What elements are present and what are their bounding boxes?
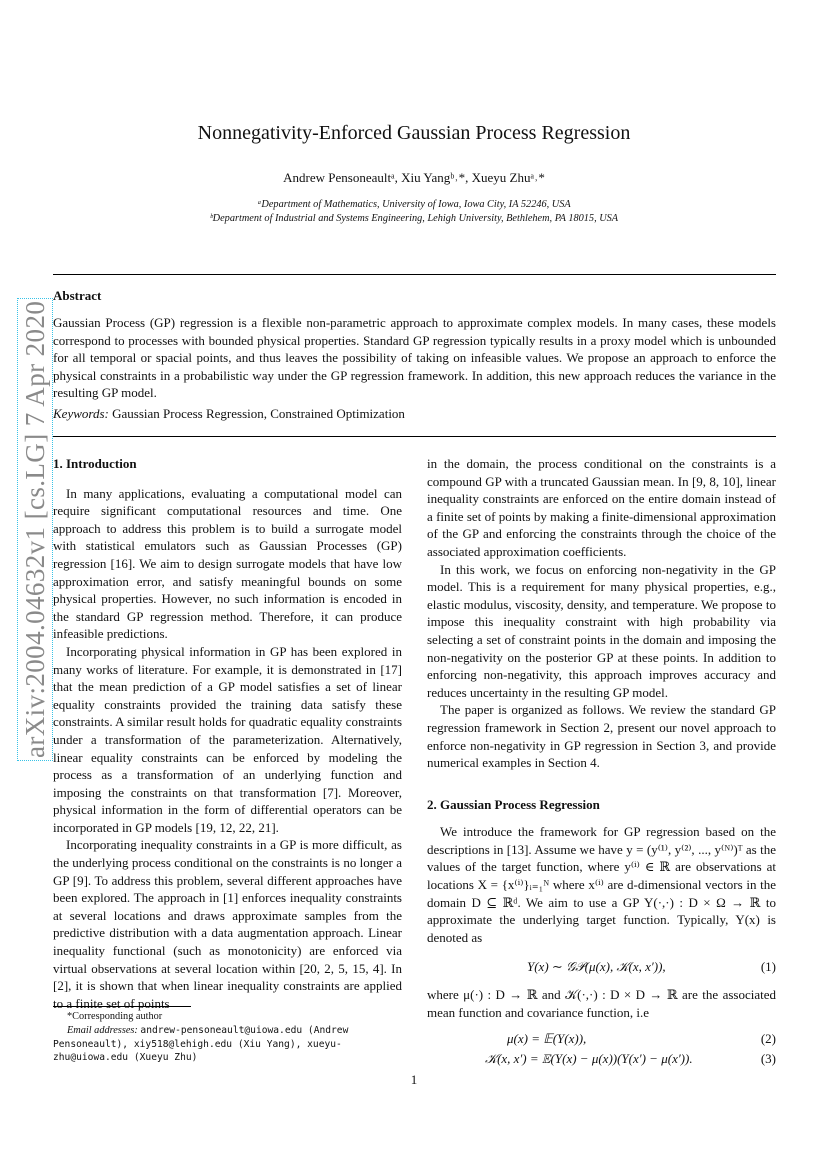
equation-2-body: μ(x) = 𝔼(Y(x)), [507, 1030, 587, 1046]
affiliation-b: ᵇDepartment of Industrial and Systems Engineering, Lehigh University, Bethlehem, PA 18015, USA [209, 213, 619, 224]
equation-1-body: Y(x) ∼ 𝒢𝒫(μ(x), 𝒦(x, x′)), [527, 959, 666, 975]
paper-title: Nonnegativity-Enforced Gaussian Process Regression [197, 122, 631, 144]
intro-paragraph-2: Incorporating physical information in GP has been explored in many works of literature. For example, it is demonstrated in [17] that the mean prediction of a GP model satisfies a set of linear equality constraints provided the training data satisfy these constraints. A similar result holds for quadratic equality constraints under a transformation of the parameterization. Alternatively, linear equality constraints can be enforced by modeling the process as a transformation of an underlying function and imposing the constraints on that transformation [7]. Moreover, physical information in the form of differential operators can be incorporated in GP models [19, 12, 22, 21]. [53, 643, 402, 835]
right-column [427, 455, 776, 1068]
intro-paragraph-4: in the domain, the process conditional on the constraints is a compound GP with a truncated Gaussian mean. In [9, 8, 10], linear inequality constraints are enforced on the entire domain instead of a finite set of points by making a finite-dimensional approximation of the GP and enforcing the constraints through the choice of the associated approximation coefficients. [427, 456, 776, 559]
footnote-corresponding: *Corresponding author [67, 1011, 163, 1022]
intro-paragraph-6: The paper is organized as follows. We review the standard GP regression framework in Section 2, present our novel approach to enforce non-negativity in GP regression in Section 3, and provide numerical examples in Section 4. [427, 702, 776, 771]
gp-paragraph-1: We introduce the framework for GP regression based on the descriptions in [13]. Assume we have y = (y⁽¹⁾, y⁽²⁾, ..., y⁽ᴺ⁾)ᵀ as the values of the target function, where y⁽ⁱ⁾ ∈ ℝ are observations at locations X = {x⁽ⁱ⁾}ᵢ₌₁ᴺ where x⁽ⁱ⁾ are d-dimensional vectors in the domain D ⊆ ℝᵈ. We aim to use a GP Y(·,·) : D × Ω → ℝ to approximate the underlying target function. Typically, Y(x) is denoted as [427, 824, 776, 945]
section-2-heading: 2. Gaussian Process Regression [427, 796, 600, 812]
email-label: Email addresses: [67, 1025, 138, 1036]
footnote-emails [53, 1024, 403, 1065]
equation-2 [427, 1028, 776, 1048]
keywords-text: Gaussian Process Regression, Constrained Optimization [112, 406, 405, 421]
affiliation-a: ᵃDepartment of Mathematics, University of Iowa, Iowa City, IA 52246, USA [257, 199, 571, 210]
abstract-heading: Abstract [53, 288, 102, 303]
email-list: andrew-pensoneault@uiowa.edu (Andrew Pensoneault), xiy518@lehigh.edu (Xiu Yang), xueyu-zhu@uiowa.edu (Xueyu Zhu) [53, 1025, 349, 1064]
equation-3 [427, 1048, 776, 1068]
section-1-heading: 1. Introduction [53, 456, 137, 471]
left-column [53, 455, 402, 1012]
equation-2-number: (2) [760, 1030, 776, 1046]
equation-3-number: (3) [760, 1050, 776, 1066]
top-rule [53, 274, 776, 275]
author-list: Andrew Pensoneaultᵃ, Xiu Yangᵇ˒*, Xueyu Zhuᵃ˒* [283, 170, 545, 185]
equation-1 [427, 952, 776, 982]
intro-paragraph-3: Incorporating inequality constraints in a GP is more difficult, as the underlying process conditional on the constraints is no longer a GP [9]. To address this problem, several different approaches have been explored. The approach in [1] enforces inequality constraints at several locations and draws approximate samples from the predictive distribution with a data augmentation approach. Linear inequality functional (such as monotonicity) are enforced via virtual observations at several location within [20, 2, 5, 15, 4]. In [2], it is shown that when linear inequality constraints are applied to a finite set of points [53, 837, 402, 1011]
intro-paragraph-1: In many applications, evaluating a computational model can require significant computational resources and time. One approach to address this problem is to build a surrogate model with statistical emulators such as Gaussian Processes (GP) regression [16]. We aim to design surrogate models that have low approximation error, and satisfy meaningful bounds on some physical properties. However, no such information is encoded in the standard GP regression method. Therefore, it can produce infeasible predictions. [53, 485, 402, 642]
footnote-rule [53, 1006, 191, 1007]
arxiv-stamp: arXiv:2004.04632v1 [cs.LG] 7 Apr 2020 [20, 300, 50, 758]
equation-3-body: 𝒦(x, x′) = 𝔼(Y(x) − μ(x))(Y(x′) − μ(x′)). [485, 1050, 693, 1066]
abstract-text: Gaussian Process (GP) regression is a flexible non-parametric approach to approximate complex models. In many cases, these models correspond to processes with bounded physical properties. Standard GP regression typically results in a proxy model which is unbounded for all temporal or spacial points, and thus leaves the possibility of taking on infeasible values. We propose an approach to enforce the physical constraints in a probabilistic way under the GP regression framework. In addition, this new approach reduces the variance in the resulting GP model. [53, 315, 776, 401]
abstract-bottom-rule [53, 436, 776, 437]
intro-paragraph-5: In this work, we focus on enforcing non-negativity in the GP model. This is a requirement for many physical properties, e.g., elastic modulus, viscosity, density, and temperature. We propose to impose this inequality constraint with high probability via selecting a set of constraint points in the domain and imposing the non-negativity on the posterior GP at these points. In addition to enforcing non-negativity, this approach improves accuracy and reduces uncertainty in the resulting GP model. [427, 561, 776, 700]
equation-1-number: (1) [760, 959, 776, 975]
gp-paragraph-2: where μ(·) : D → ℝ and 𝒦(·,·) : D × D → ℝ are the associated mean function and covariance function, i.e [427, 987, 776, 1021]
page-number: 1 [410, 1072, 418, 1087]
keywords [53, 406, 405, 422]
keywords-label: Keywords: [53, 406, 109, 421]
